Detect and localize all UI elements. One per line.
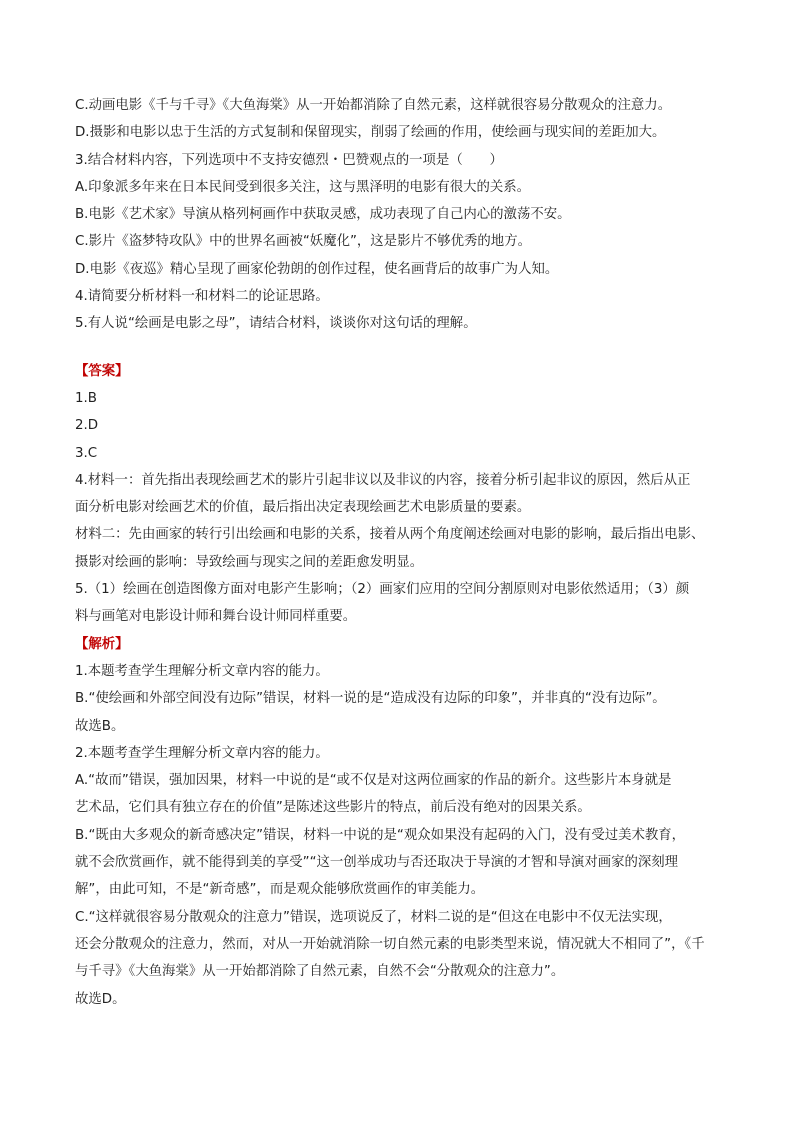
answer-line: 材料二：先由画家的转行引出绘画和电影的关系，接着从两个角度阐述绘画对电影的影响，最后指出电影、 [75, 527, 705, 543]
answer-heading: 【答案】 [75, 363, 129, 379]
analysis-line: 故选B。 [75, 718, 125, 734]
answer-line: 4.材料一：首先指出表现绘画艺术的影片引起非议以及非议的内容，接着分析引起非议的原因，然后从正 [75, 472, 691, 488]
analysis-heading: 【解析】 [75, 636, 129, 652]
question-4: 4.请简要分析材料一和材料二的论证思路。 [75, 289, 329, 305]
answer-line: 1.B [75, 390, 97, 406]
analysis-line: 还会分散观众的注意力，然而，对从一开始就消除一切自然元素的电影类型来说，情况就大不相同了”，《千 [75, 936, 705, 952]
document-page [75, 92, 725, 1013]
question-3-option-c: C.影片《盗梦特攻队》中的世界名画被“妖魔化”，这是影片不够优秀的地方。 [75, 234, 531, 250]
answer-line: 摄影对绘画的影响：导致绘画与现实之间的差距愈发明显。 [75, 554, 424, 570]
analysis-line: A.“故而”错误，强加因果，材料一中说的是“或不仅是对这两位画家的作品的新介。这些影片本身就是 [75, 773, 672, 789]
analysis-line: B.“使绘画和外部空间没有边际”错误，材料一说的是“造成没有边际的印象”，并非真的“没有边际”。 [75, 691, 666, 707]
answer-line: 料与画笔对电影设计师和舞台设计师同样重要。 [75, 609, 357, 625]
question-5: 5.有人说“绘画是电影之母”，请结合材料，谈谈你对这句话的理解。 [75, 316, 477, 332]
question-option-c: C.动画电影《千与千寻》《大鱼海棠》从一开始都消除了自然元素，这样就很容易分散观众的注意力。 [75, 98, 672, 113]
question-3-option-b: B.电影《艺术家》导演从格列柯画作中获取灵感，成功表现了自己内心的激荡不安。 [75, 207, 571, 223]
answer-line: 2.D [75, 418, 99, 434]
analysis-line: 艺术品，它们具有独立存在的价值”是陈述这些影片的特点，前后没有绝对的因果关系。 [75, 800, 591, 816]
question-3-option-a: A.印象派多年来在日本民间受到很多关注，这与黑泽明的电影有很大的关系。 [75, 179, 531, 195]
answer-line: 5.（1）绘画在创造图像方面对电影产生影响；（2）画家们应用的空间分割原则对电影依然适用；（3）颜 [75, 582, 690, 598]
answer-line: 3.C [75, 445, 98, 461]
answer-line: 面分析电影对绘画艺术的价值，最后指出决定表现绘画艺术电影质量的要素。 [75, 500, 531, 516]
analysis-line: 1.本题考查学生理解分析文章内容的能力。 [75, 663, 329, 679]
analysis-line: 就不会欣赏画作，就不能得到美的享受”“这一创举成功与否还取决于导演的才智和导演对画家的深刻理 [75, 855, 679, 871]
question-3-stem: 3.结合材料内容，下列选项中不支持安德烈・巴赞观点的一项是（ ） [75, 152, 503, 168]
analysis-line: 解”，由此可知，不是“新奇感”，而是观众能够欣赏画作的审美能力。 [75, 882, 485, 898]
analysis-line: B.“既由大多观众的新奇感决定”错误，材料一中说的是“观众如果没有起码的入门，没有受过美术教育， [75, 827, 686, 843]
analysis-line: 故选D。 [75, 991, 126, 1007]
question-3-option-d: D.电影《夜巡》精心呈现了画家伦勃朗的创作过程，使名画背后的故事广为人知。 [75, 261, 559, 277]
analysis-line: C.“这样就很容易分散观众的注意力”错误，选项说反了，材料二说的是“但这在电影中不仅无法实现， [75, 909, 672, 925]
analysis-line: 与千寻》《大鱼海棠》从一开始都消除了自然元素，自然不会“分散观众的注意力”。 [75, 964, 565, 980]
analysis-line: 2.本题考查学生理解分析文章内容的能力。 [75, 745, 329, 761]
question-option-d: D.摄影和电影以忠于生活的方式复制和保留现实，削弱了绘画的作用，使绘画与现实间的差距加大。 [75, 125, 666, 141]
